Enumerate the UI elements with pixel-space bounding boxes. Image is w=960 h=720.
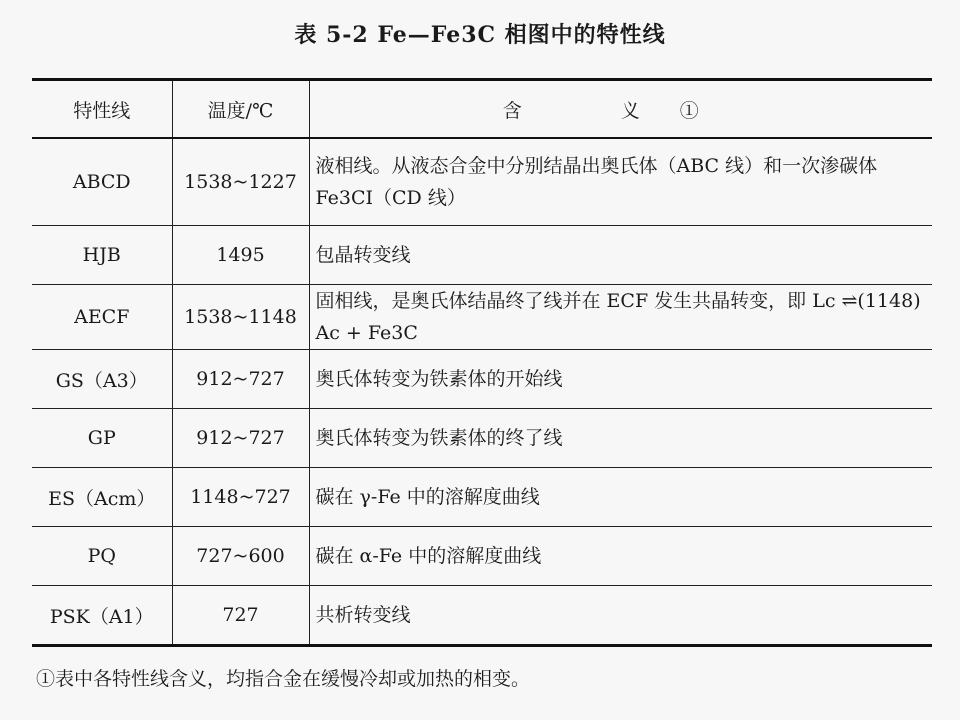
cell-temperature: 912~727 xyxy=(172,409,309,468)
table-row xyxy=(32,527,932,586)
cell-meaning: 固相线，是奥氏体结晶终了线并在 ECF 发生共晶转变，即 Lc ⇌(1148) Ac + Fe3C xyxy=(309,285,932,350)
cell-meaning: 包晶转变线 xyxy=(309,226,932,285)
footnote: ①表中各特性线含义，均指合金在缓慢冷却或加热的相变。 xyxy=(36,668,531,690)
table-row xyxy=(32,285,932,350)
cell-temperature: 912~727 xyxy=(172,350,309,409)
cell-temperature: 727 xyxy=(172,586,309,646)
header-meaning: 含 义① xyxy=(309,80,932,139)
cell-line: ES（Acm） xyxy=(32,468,172,527)
cell-temperature: 727~600 xyxy=(172,527,309,586)
header-line: 特性线 xyxy=(32,80,172,139)
cell-temperature: 1538~1148 xyxy=(172,285,309,350)
cell-meaning: 奥氏体转变为铁素体的开始线 xyxy=(309,350,932,409)
cell-meaning: 奥氏体转变为铁素体的终了线 xyxy=(309,409,932,468)
table-row xyxy=(32,138,932,226)
cell-meaning: 碳在 γ-Fe 中的溶解度曲线 xyxy=(309,468,932,527)
cell-line: GP xyxy=(32,409,172,468)
cell-temperature: 1538~1227 xyxy=(172,138,309,226)
cell-line: PQ xyxy=(32,527,172,586)
cell-temperature: 1495 xyxy=(172,226,309,285)
cell-meaning: 碳在 α-Fe 中的溶解度曲线 xyxy=(309,527,932,586)
table-row xyxy=(32,468,932,527)
table-row xyxy=(32,586,932,646)
table-row xyxy=(32,409,932,468)
cell-line: PSK（A1） xyxy=(32,586,172,646)
cell-meaning: 液相线。从液态合金中分别结晶出奥氏体（ABC 线）和一次渗碳体 Fe3CI（CD 线） xyxy=(309,138,932,226)
cell-line: AECF xyxy=(32,285,172,350)
characteristic-lines-table xyxy=(32,78,932,647)
cell-line: GS（A3） xyxy=(32,350,172,409)
cell-meaning: 共析转变线 xyxy=(309,586,932,646)
cell-line: ABCD xyxy=(32,138,172,226)
table-row xyxy=(32,350,932,409)
table-header-row xyxy=(32,80,932,139)
header-temperature: 温度/℃ xyxy=(172,80,309,139)
table-row xyxy=(32,226,932,285)
table-title: 表 5-2 Fe—Fe3C 相图中的特性线 xyxy=(294,22,666,48)
cell-line: HJB xyxy=(32,226,172,285)
cell-temperature: 1148~727 xyxy=(172,468,309,527)
